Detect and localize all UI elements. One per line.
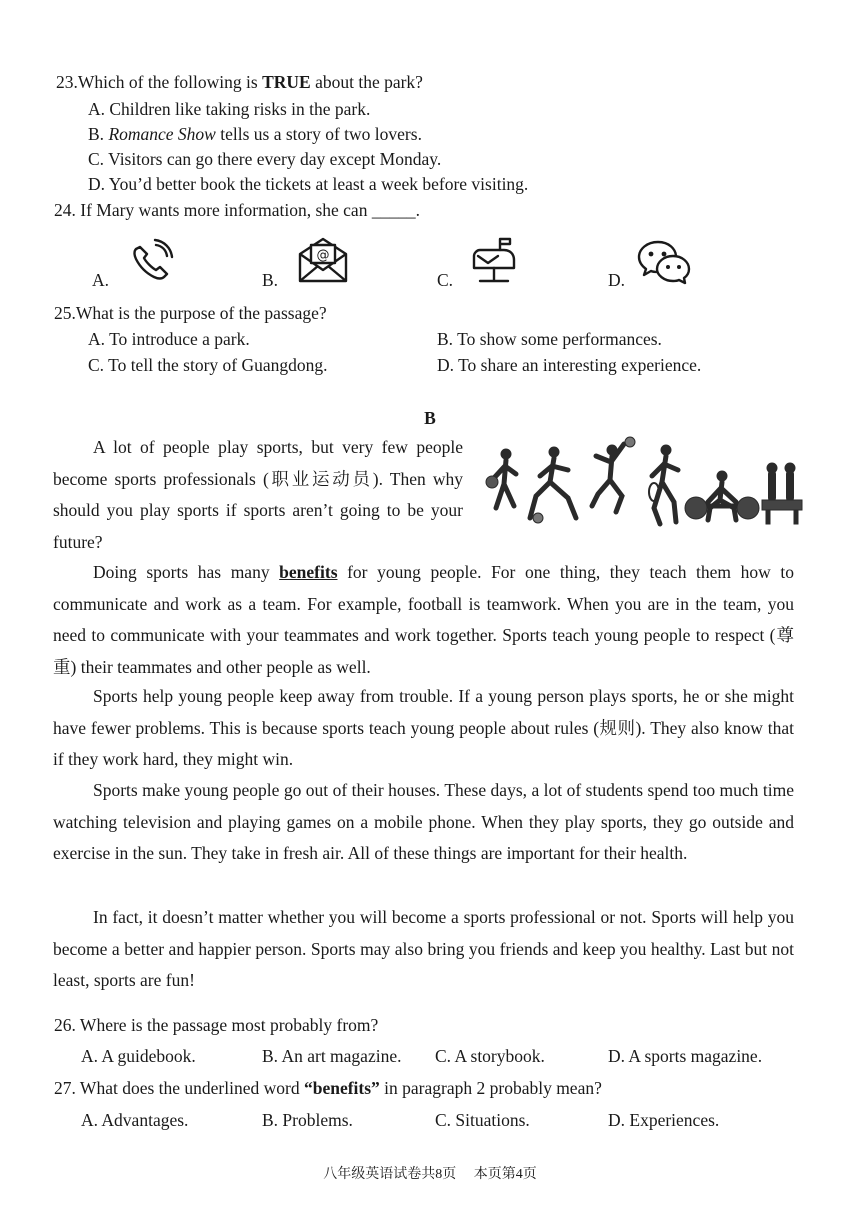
q23-option-b-rest: tells us a story of two lovers. <box>215 124 422 144</box>
q27-option-b: B. Problems. <box>262 1110 353 1130</box>
q26-option-c: C. A storybook. <box>435 1046 545 1066</box>
q23-option-b-prefix: B. <box>88 124 109 144</box>
q25-option-a: A. To introduce a park. <box>88 329 250 349</box>
q24-option-d-label: D. <box>608 270 626 290</box>
q27-stem-text-end: in paragraph 2 probably mean? <box>379 1078 602 1098</box>
section-b-paragraph-1: A lot of people play sports, but very few people become sports professionals (职业运动员). Then why should you play sports if sports aren’t going to be your future? <box>53 437 463 552</box>
q24-stem: 24. If Mary wants more information, she can _____. <box>54 200 420 220</box>
q23-stem-text: 23.Which of the following is <box>56 72 263 92</box>
section-b-paragraph-2 <box>53 557 794 683</box>
q23-stem-bold: TRUE <box>262 72 311 92</box>
q26-option-b: B. An art magazine. <box>262 1046 402 1066</box>
section-b-paragraph-5: In fact, it doesn’t matter whether you will become a sports professional or not. Sports will help you become a better and happier person. Sports may also bring you friends and keep you healthy. Last but not least, sports are fun! <box>53 907 794 990</box>
q27-stem-bold: “benefits” <box>303 1078 380 1098</box>
q25-option-b: B. To show some performances. <box>437 329 662 349</box>
q24-option-c-label: C. <box>437 270 454 290</box>
q23-stem-text-end: about the park? <box>310 72 423 92</box>
section-b-paragraph-4: Sports make young people go out of their houses. These days, a lot of students spend too much time watching television and playing games on a mobile phone. When they play sports, they go outside and exercise in the sun. They take in fresh air. All of these things are important for their health. <box>53 780 794 863</box>
page-footer: 八年级英语试卷共8页 本页第4页 <box>323 1167 537 1182</box>
section-b-title: B <box>424 408 436 428</box>
email-envelope-icon <box>296 236 350 284</box>
q27-option-c: C. Situations. <box>435 1110 530 1130</box>
phone-icon <box>126 237 174 283</box>
q23-option-a: A. Children like taking risks in the park. <box>88 99 371 119</box>
q23-stem <box>56 72 423 93</box>
q26-stem: 26. Where is the passage most probably from? <box>54 1015 379 1035</box>
q25-option-c: C. To tell the story of Guangdong. <box>88 355 328 375</box>
q23-option-b-italic: Romance Show <box>108 124 216 144</box>
section-b-paragraph-3: Sports help young people keep away from trouble. If a young person plays sports, he or she might have fewer problems. This is because sports teach young people about rules (规则). They also know that if they work hard, they might win. <box>53 686 794 769</box>
q27-option-d: D. Experiences. <box>608 1110 720 1130</box>
q23-option-c: C. Visitors can go there every day except Monday. <box>88 149 442 169</box>
q27-option-a: A. Advantages. <box>81 1110 189 1130</box>
paragraph-2-text-start: Doing sports has many <box>93 562 280 582</box>
svg-text:@: @ <box>316 248 330 263</box>
q27-stem <box>54 1078 602 1099</box>
mailbox-icon <box>470 236 520 284</box>
q23-option-b <box>88 124 422 145</box>
paragraph-2-text-rest: for young people. For one thing, they teach them how to communicate and work as a team. For example, football is teamwork. When you are in the team, you need to communicate with your teammates and work together. Sports teach young people to respect (尊重) their teammates and other people as well. <box>53 562 794 677</box>
q23-option-d: D. You’d better book the tickets at least a week before visiting. <box>88 174 529 194</box>
q24-option-b-label: B. <box>262 270 279 290</box>
wechat-icon <box>636 239 692 285</box>
q26-option-a: A. A guidebook. <box>81 1046 196 1066</box>
q24-option-a-label: A. <box>92 270 110 290</box>
q26-option-d: D. A sports magazine. <box>608 1046 763 1066</box>
q27-stem-text: 27. What does the underlined word <box>54 1078 304 1098</box>
sports-silhouettes-image <box>484 436 806 534</box>
q25-option-d: D. To share an interesting experience. <box>437 355 702 375</box>
underlined-word-benefits: benefits <box>279 562 338 582</box>
q25-stem: 25.What is the purpose of the passage? <box>54 303 327 323</box>
